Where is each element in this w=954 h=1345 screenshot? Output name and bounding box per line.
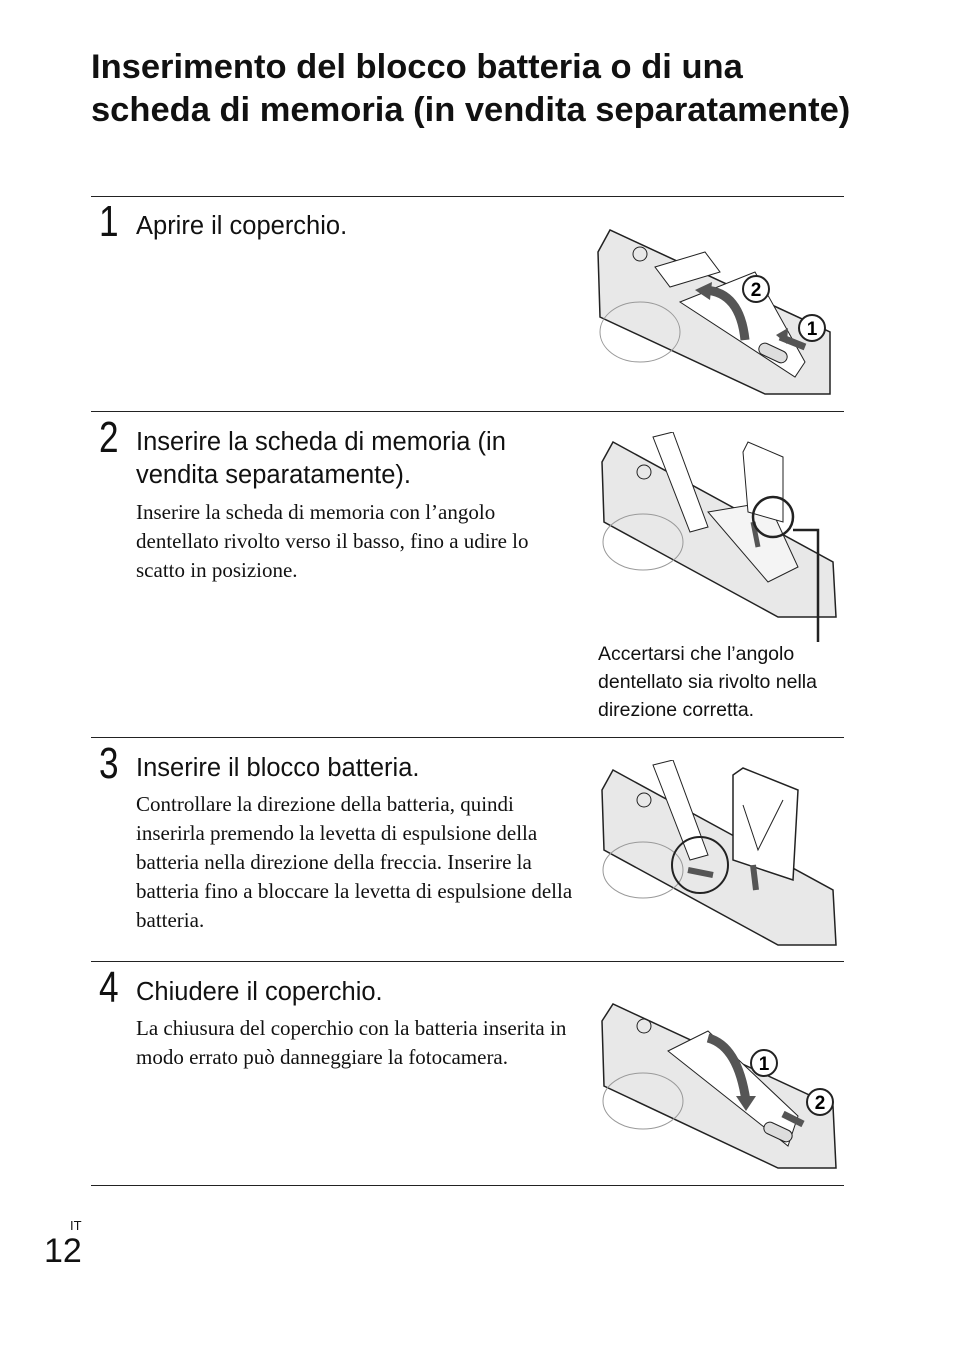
insert-battery-illustration bbox=[598, 760, 838, 948]
step-body: Controllare la direzione della batteria, quindi inserirla premendo la levetta di espulsione della batteria nella direzione della freccia. Inserire la batteria fino a bloccare la levetta di espulsione della batteria. bbox=[136, 792, 573, 932]
page-title: Inserimento del blocco batteria o di una scheda di memoria (in vendita separatamente) bbox=[91, 48, 851, 129]
step-heading: Inserire il blocco batteria. bbox=[136, 754, 420, 782]
step-heading: Aprire il coperchio. bbox=[136, 212, 348, 240]
step-body: Inserire la scheda di memoria con l’angolo dentellato rivolto verso il basso, fino a udire lo scatto in posizione. bbox=[136, 500, 529, 582]
insert-card-illustration bbox=[598, 432, 838, 642]
language-code: IT bbox=[70, 1218, 82, 1233]
step-heading: Inserire la scheda di memoria (in vendita separatamente). bbox=[136, 428, 506, 489]
svg-text:2: 2 bbox=[750, 280, 762, 301]
step-number: 3 bbox=[99, 739, 119, 788]
svg-text:1: 1 bbox=[758, 1054, 770, 1075]
step-number: 2 bbox=[99, 413, 119, 462]
card-orientation-caption: Accertarsi che l’angolo dentellato sia rivolto nella direzione corretta. bbox=[598, 643, 817, 721]
divider bbox=[91, 196, 844, 197]
svg-text:2: 2 bbox=[814, 1093, 826, 1114]
divider bbox=[91, 1185, 844, 1186]
step-number: 1 bbox=[99, 197, 119, 246]
callout-1 bbox=[799, 315, 825, 341]
page-number: 12 bbox=[44, 1232, 82, 1270]
callout-2 bbox=[743, 276, 769, 302]
open-cover-illustration bbox=[590, 222, 840, 400]
divider bbox=[91, 961, 844, 962]
step-heading: Chiudere il coperchio. bbox=[136, 978, 383, 1006]
divider bbox=[91, 737, 844, 738]
close-cover-illustration bbox=[598, 996, 843, 1171]
step-body: La chiusura del coperchio con la batteria inserita in modo errato può danneggiare la fotocamera. bbox=[136, 1016, 567, 1069]
svg-text:1: 1 bbox=[806, 319, 818, 340]
callout-2 bbox=[807, 1089, 833, 1115]
callout-1 bbox=[751, 1050, 777, 1076]
divider bbox=[91, 411, 844, 412]
step-number: 4 bbox=[99, 963, 119, 1012]
